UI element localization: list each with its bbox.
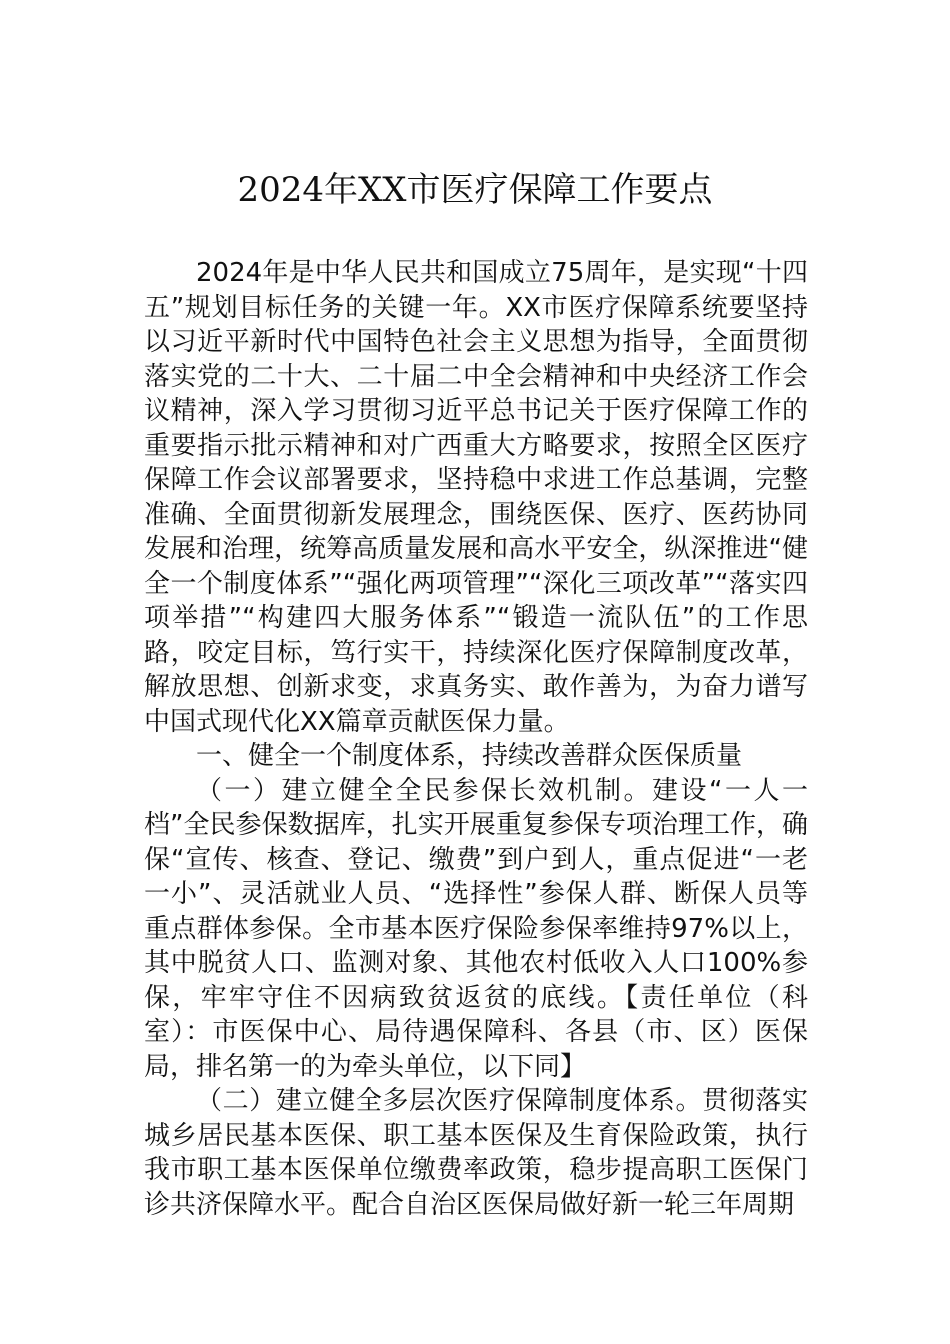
document-title: 2024年XX市医疗保障工作要点 bbox=[237, 170, 713, 210]
paragraph-item-2: （二）建立健全多层次医疗保障制度体系。贯彻落实城乡居民基本医保、职工基本医保及生育保险政策，执行我市职工基本医保单位缴费率政策，稳步提高职工医保门诊共济保障水平。配合自治区医保局做好新一轮三年周期 bbox=[144, 1086, 808, 1220]
section-heading-1: 一、健全一个制度体系，持续改善群众医保质量 bbox=[196, 741, 743, 771]
paragraph-item-1: （一）建立健全全民参保长效机制。建设“一人一档”全民参保数据库，扎实开展重复参保专项治理工作，确保“宣传、核查、登记、缴费”到户到人，重点促进“一老一小”、灵活就业人员、“选择性”参保人群、断保人员等重点群体参保。全市基本医疗保险参保率维持97%以上，其中脱贫人口、监测对象、其他农村低收入人口100%参保，牢牢守住不因病致贫返贫的底线。【责任单位（科室）：市医保中心、局待遇保障科、各县（市、区）医保局，排名第一的为牵头单位，以下同】 bbox=[144, 775, 808, 1082]
document-body bbox=[144, 256, 808, 1222]
paragraph-intro: 2024年是中华人民共和国成立75周年，是实现“十四五”规划目标任务的关键一年。XX市医疗保障系统要坚持以习近平新时代中国特色社会主义思想为指导，全面贯彻落实党的二十大、二十届二中全会精神和中央经济工作会议精神，深入学习贯彻习近平总书记关于医疗保障工作的重要指示批示精神和对广西重大方略要求，按照全区医疗保障工作会议部署要求，坚持稳中求进工作总基调，完整准确、全面贯彻新发展理念，围绕医保、医疗、医药协同发展和治理，统筹高质量发展和高水平安全，纵深推进“健全一个制度体系”“强化两项管理”“深化三项改革”“落实四项举措”“构建四大服务体系”“锻造一流队伍”的工作思路，咬定目标，笃行实干，持续深化医疗保障制度改革，解放思想、创新求变，求真务实、敢作善为，为奋力谱写中国式现代化XX篇章贡献医保力量。 bbox=[144, 258, 808, 737]
